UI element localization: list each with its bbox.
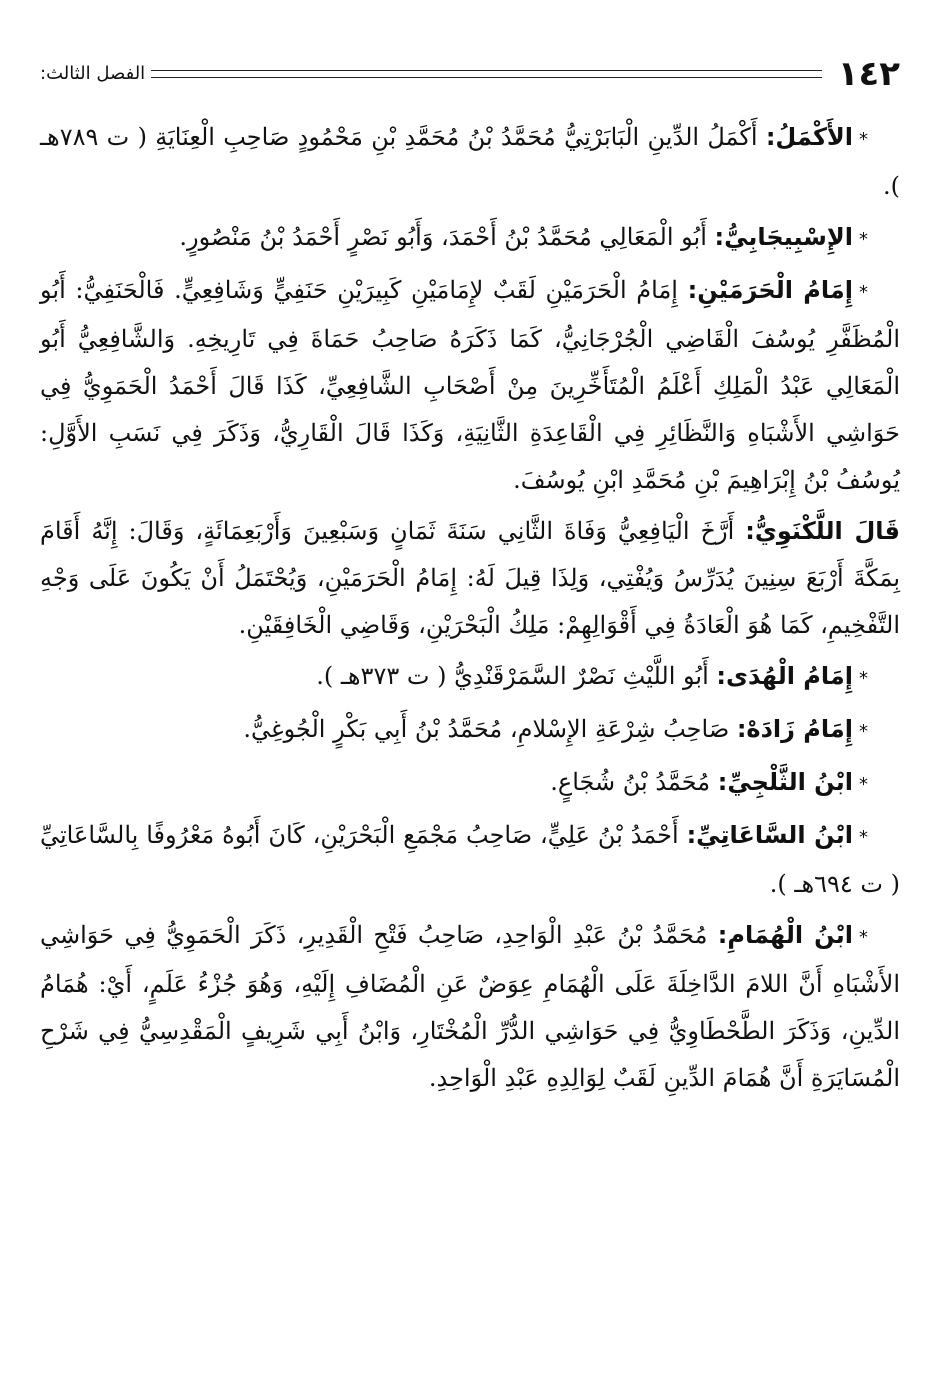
book-page <box>40 52 900 1106</box>
entry-bullet: * <box>859 721 868 742</box>
entry-heading: إِمَامُ الْحَرَمَيْنِ: <box>687 276 853 304</box>
entry-text: إِمَامُ الْحَرَمَيْنِ لَقَبٌ لإِمَامَيْنِ كَبِيرَيْنِ حَنَفِيٍّ وَشَافِعِيٍّ. فَالْحَنَفِيُّ: أَبُو الْمُظَفَّرِ يُوسُفَ الْقَاضِي الْجُرْجَانِيُّ، كَمَا ذَكَرَهُ صَاحِبُ حَمَاةَ فِي تَارِيخِهِ. وَالشَّافِعِيُّ أَبُو الْمَعَالِي عَبْدُ الْمَلِكِ أَعْلَمُ الْمُتَأَخِّرِينَ مِنْ أَصْحَابِ الشَّافِعِيِّ، كَذَا قَالَ أَحْمَدُ الْحَمَوِيُّ فِي حَوَاشِي الأَشْبَاهِ وَالنَّظَائِرِ فِي الْقَاعِدَةِ الثَّانِيَةِ، وَكَذَا قَالَ الْقَارِيُّ، وَذَكَرَ فِي نَسَبِ الأَوَّلِ: يُوسُفُ بْنُ إِبْرَاهِيمَ بْنِ مُحَمَّدِ ابْنِ يُوسُفَ. <box>40 276 900 494</box>
page-number: ١٤٢ <box>837 54 900 94</box>
page-header <box>40 52 900 96</box>
entry-ibn-al-thalji <box>40 759 900 808</box>
entry-akmal <box>40 114 900 210</box>
entry-bullet: * <box>859 927 869 948</box>
entry-heading: الإِسْبِيجَابِيُّ: <box>714 223 853 251</box>
chapter-title: الفصل الثالث: <box>40 63 146 84</box>
entry-heading: قَالَ اللَّكْنَوِيُّ: <box>745 517 900 545</box>
entry-heading: إِمَامُ الْهُدَى: <box>716 662 853 690</box>
entry-bullet: * <box>859 827 868 848</box>
entry-bullet: * <box>859 229 868 250</box>
entry-imam-al-haramayn <box>40 267 900 504</box>
entry-text: أَبُو اللَّيْثِ نَصْرٌ السَّمَرْقَنْدِيُّ ( ت ٣٧٣هـ ). <box>316 662 717 690</box>
entry-bullet: * <box>859 774 868 795</box>
entry-heading: الأَكْمَلُ: <box>765 123 853 151</box>
entry-text: أَكْمَلُ الدِّينِ الْبَابَرْتِيُّ مُحَمَّدُ بْنُ مُحَمَّدِ بْنِ مَحْمُودٍ صَاحِبِ الْعِنَايَةِ ( ت ٧٨٩هـ ). <box>40 123 900 200</box>
entry-heading: إِمَامُ زَادَهْ: <box>736 715 853 743</box>
entry-text: مُحَمَّدُ بْنُ شُجَاعٍ. <box>550 768 718 796</box>
entry-laknawi-note <box>40 508 900 649</box>
entry-imam-zadah <box>40 706 900 755</box>
entry-heading: ابْنُ الثَّلْجِيِّ: <box>717 768 853 796</box>
entry-text: أَحْمَدُ بْنُ عَلِيٍّ، صَاحِبُ مَجْمَعِ الْبَحْرَيْنِ، كَانَ أَبُوهُ مَعْرُوفًا بِالسَّاعَاتِيِّ ( ت ٦٩٤هـ ). <box>40 821 900 898</box>
entry-isbijabi <box>40 214 900 263</box>
entry-heading: ابْنُ الْهُمَامِ: <box>717 921 854 949</box>
entry-ibn-al-saati <box>40 812 900 908</box>
entry-text: صَاحِبُ شِرْعَةِ الإِسْلامِ، مُحَمَّدُ بْنُ أَبِي بَكْرٍ الْجُوغِيُّ. <box>243 715 737 743</box>
entry-heading: ابْنُ السَّاعَاتِيِّ: <box>686 821 853 849</box>
page-body <box>40 114 900 1102</box>
entry-bullet: * <box>859 668 868 689</box>
entry-text: أَبُو الْمَعَالِي مُحَمَّدُ بْنُ أَحْمَدَ، وَأَبُو نَصْرٍ أَحْمَدُ بْنُ مَنْصُورٍ. <box>179 223 715 251</box>
header-double-rule <box>151 70 822 78</box>
entry-text: أَرَّخَ الْيَافِعِيُّ وَفَاةَ الثَّانِي سَنَةَ ثَمَانٍ وَسَبْعِينَ وَأَرْبَعِمَائَةٍ، وَقَالَ: إِنَّهُ أَقَامَ بِمَكَّةَ أَرْبَعَ سِنِينَ يُدَرِّسُ وَيُفْتِي، وَلِذَا قِيلَ لَهُ: إِمَامُ الْحَرَمَيْنِ، وَيُحْتَمَلُ أَنْ يَكُونَ عَلَى وَجْهِ التَّفْخِيمِ، كَمَا هُوَ الْعَادَةُ فِي أَقْوَالِهِمْ: مَلِكُ الْبَحْرَيْنِ، وَقَاضِي الْخَافِقَيْنِ. <box>40 517 900 639</box>
entry-ibn-al-humam <box>40 912 900 1102</box>
entry-bullet: * <box>859 282 868 303</box>
entry-bullet: * <box>859 129 868 150</box>
entry-text: مُحَمَّدُ بْنُ عَبْدِ الْوَاحِدِ، صَاحِبُ فَتْحِ الْقَدِيرِ، ذَكَرَ الْحَمَوِيُّ فِي حَوَاشِي الأَشْبَاهِ أَنَّ اللامَ الدَّاخِلَةَ عَلَى الْهُمَامِ عِوَضٌ عَنِ الْمُضَافِ إِلَيْهِ، وَهُوَ جُزْءُ عَلَمٍ، أَيْ: هُمَامُ الدِّينِ، وَذَكَرَ الطَّحْطَاوِيُّ فِي حَوَاشِي الدُّرِّ الْمُخْتَارِ، وَابْنُ أَبِي شَرِيفٍ الْمَقْدِسِيُّ فِي شَرْحِ الْمُسَايَرَةِ أَنَّ هُمَامَ الدِّينِ لَقَبٌ لِوَالِدِهِ عَبْدِ الْوَاحِدِ. <box>40 921 900 1092</box>
entry-imam-al-huda <box>40 653 900 702</box>
